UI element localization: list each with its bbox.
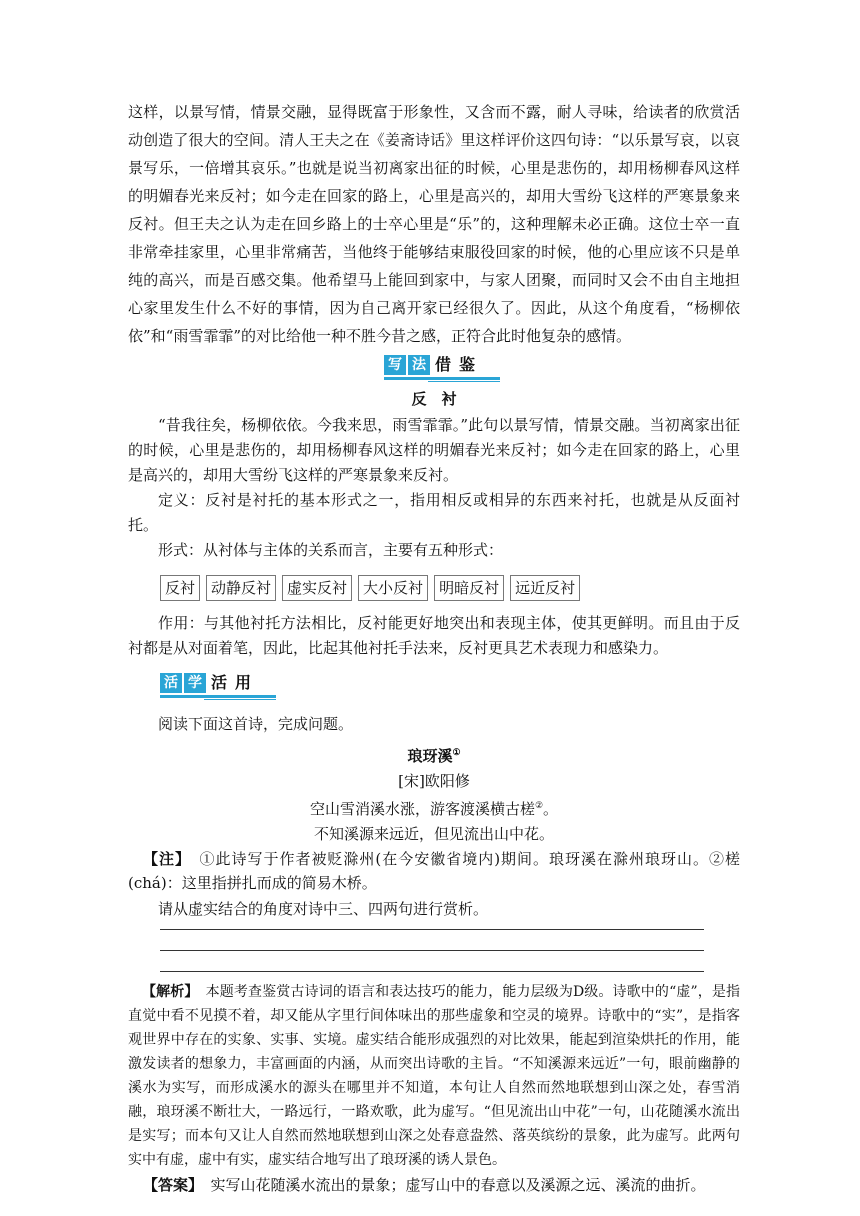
form-list — [160, 575, 740, 601]
form-intro: 形式：从衬体与主体的关系而言，主要有五种形式： — [158, 541, 504, 559]
poem-author: [宋]欧阳修 — [398, 772, 470, 790]
form-item: 远近反衬 — [510, 575, 580, 601]
answer-text: 实写山花随溪水流出的景象；虚写山中的春意以及溪源之远、溪流的曲折。 — [210, 1176, 706, 1194]
effect: 作用：与其他衬托方法相比，反衬能更好地突出和表现主体，使其更鲜明。而且由于反衬都是从对面着笔，因此，比起其他衬托手法来，反衬更具艺术表现力和感染力。 — [128, 614, 740, 657]
poem-title-note: ① — [452, 748, 461, 758]
definition: 定义：反衬是衬托的基本形式之一，指用相反或相异的东西来衬托，也就是从反面衬托。 — [128, 491, 740, 534]
poem — [128, 741, 740, 847]
banner-char-2: 法 — [408, 355, 430, 375]
form-item: 反衬 — [160, 575, 200, 601]
form-item: 虚实反衬 — [282, 575, 352, 601]
note — [128, 847, 740, 895]
answer-lines — [128, 929, 740, 972]
banner-underline-thin — [204, 699, 276, 700]
banner-char-1: 写 — [384, 355, 406, 375]
poem-line-1 — [128, 794, 740, 822]
section-banner-practice — [128, 669, 740, 703]
poem-line-1-end: 。 — [543, 800, 559, 818]
analysis-label: 【解析】 — [142, 984, 192, 1000]
analysis — [128, 980, 740, 1172]
banner-char-4: 鉴 — [458, 355, 475, 374]
poem-title — [128, 741, 740, 769]
technique-title: 反 衬 — [411, 390, 457, 408]
analysis-text: 本题考查鉴赏古诗词的语言和表达技巧的能力，能力层级为D级。诗歌中的“虚”，是指直觉中看不见摸不着，却又能从字里行间体味出的那些虚象和空灵的境界。诗歌中的“实”，是指客观世界中存在的实象、实事、实境。虚实结合能形成强烈的对比效果，能起到渲染烘托的作用，能激发读者的想象力，丰富画面的内涵，从而突出诗歌的主旨。“不知溪源来远近”一句，眼前幽静的溪水为实写，而形成溪水的源头在哪里并不知道，本句让人自然而然地联想到山深之处，春雪消融，琅玡溪不断壮大，一路远行，一路欢歌，此为虚写。“但见流出山中花”一句，山花随溪水流出是实写；而本句又让人自然而然地联想到山深之处春意盎然、落英缤纷的景象，此为虚写。此两句实中有虚，虚中有实，虚实结合地写出了琅玡溪的诱人景色。 — [128, 984, 741, 1168]
banner-underline — [384, 377, 500, 380]
poem-line-2: 不知溪源来远近，但见流出山中花。 — [313, 825, 554, 843]
section-banner-writing-technique — [128, 351, 740, 385]
banner-char-3: 借 — [434, 355, 451, 374]
form-item: 大小反衬 — [358, 575, 428, 601]
banner-char-3: 活 — [210, 673, 227, 692]
banner-underline — [160, 695, 276, 698]
note-text: ①此诗写于作者被贬滁州(在今安徽省境内)期间。琅玡溪在滁州琅玡山。②槎(chá)：这里指拼扎而成的简易木桥。 — [128, 850, 740, 892]
answer-blank-line — [160, 971, 704, 972]
poem-line-1-note: ② — [534, 801, 544, 811]
technique-example: “昔我往矣，杨柳依依。今我来思，雨雪霏霏。”此句以景写情，情景交融。当初离家出征的时候，心里是悲伤的，却用杨柳春风这样的明媚春光来反衬；如今走在回家的路上，心里是高兴的，却用大雪纷飞这样的严寒景象来反衬。 — [128, 416, 740, 484]
poem-title-text: 琅玡溪 — [407, 747, 453, 765]
banner-char-2: 学 — [184, 673, 206, 693]
banner-char-1: 活 — [160, 673, 182, 693]
poem-line-1-text: 空山雪消溪水涨，游客渡溪横古槎 — [309, 800, 535, 818]
instruction: 阅读下面这首诗，完成问题。 — [158, 715, 354, 733]
question: 请从虚实结合的角度对诗中三、四两句进行赏析。 — [158, 900, 489, 918]
banner-char-4: 用 — [234, 673, 251, 692]
banner-underline-thin — [428, 381, 500, 382]
page-content — [128, 98, 740, 1198]
answer-label: 【答案】 — [143, 1176, 196, 1194]
answer — [128, 1172, 740, 1198]
form-item: 动静反衬 — [206, 575, 276, 601]
form-item: 明暗反衬 — [434, 575, 504, 601]
note-label: 【注】 — [143, 850, 184, 868]
analysis-paragraph: 这样，以景写情，情景交融，显得既富于形象性，又含而不露，耐人寻味，给读者的欣赏活动创造了很大的空间。清人王夫之在《姜斋诗话》里这样评价这四句诗：“以乐景写哀，以哀景写乐，一倍增其哀乐。”也就是说当初离家出征的时候，心里是悲伤的，却用杨柳春风这样的明媚春光来反衬；如今走在回家的路上，心里是高兴的，却用大雪纷飞这样的严寒景象来反衬。但王夫之认为走在回乡路上的士卒心里是“乐”的，这种理解未必正确。这位士卒一直非常牵挂家里，心里非常痛苦，当他终于能够结束服役回家的时候，他的心里应该不只是单纯的高兴，而是百感交集。他希望马上能回到家中，与家人团聚，而同时又会不由自主地担心家里发生什么不好的事情，因为自己离开家已经很久了。因此，从这个角度看，“杨柳依依”和“雨雪霏霏”的对比给他一种不胜今昔之感，正符合此时他复杂的感情。 — [128, 103, 740, 345]
